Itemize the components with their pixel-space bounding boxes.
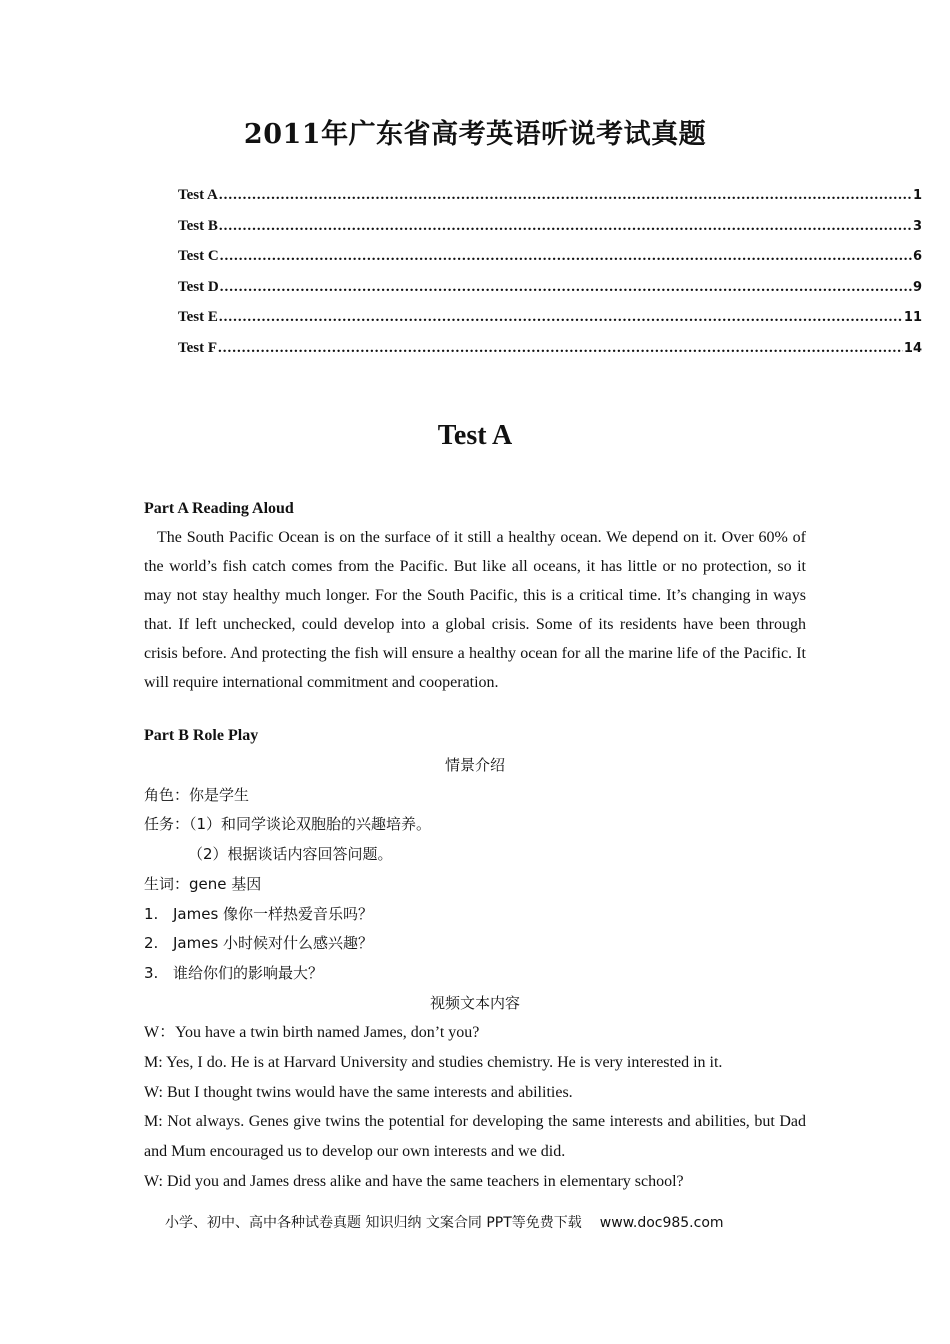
toc-entry-test-c[interactable] <box>178 248 922 279</box>
question-number: 2. <box>144 934 159 953</box>
spacer <box>144 697 806 725</box>
toc-leader <box>220 248 912 265</box>
toc-label: Test E <box>178 309 218 326</box>
footer-url[interactable]: www.doc985.com <box>599 1215 724 1231</box>
question-number: 1. <box>144 904 159 923</box>
question-text: 谁给你们的影响最大？ <box>173 963 324 982</box>
vocab-line: 生词：gene 基因 <box>144 874 262 893</box>
scene-intro-title: 情景介绍 <box>444 756 505 774</box>
toc-leader <box>219 309 903 326</box>
question-text: James 小时候对什么感兴趣？ <box>173 934 374 953</box>
toc-leader <box>219 218 912 235</box>
document-title: 2011年广东省高考英语听说考试真题 <box>243 119 707 150</box>
dialogue-line: W: But I thought twins would have the same interests and abilities. <box>144 1083 573 1101</box>
toc-page: 1 <box>912 188 922 203</box>
toc-entry-test-a[interactable] <box>178 187 922 218</box>
section-title: Test A <box>437 420 513 451</box>
dialogue-line: W：You have a twin birth named James, don’t you? <box>144 1024 480 1042</box>
toc-leader <box>220 279 912 296</box>
toc-page: 3 <box>912 218 922 234</box>
question-number: 3. <box>144 963 159 982</box>
toc-label: Test C <box>178 248 219 265</box>
page-footer <box>165 1212 805 1232</box>
toc-page: 9 <box>912 279 922 295</box>
part-b-heading: Part B Role Play <box>144 727 259 744</box>
footer-text: 小学、初中、高中各种试卷真题 知识归纳 文案合同 PPT等免费下载 <box>165 1215 582 1231</box>
question-item <box>144 929 806 959</box>
toc-leader <box>218 340 903 357</box>
video-text-title: 视频文本内容 <box>429 993 520 1012</box>
question-item <box>144 900 806 930</box>
reading-passage-text: The South Pacific Ocean is on the surface of it still a healthy ocean. We depend on it. Over 60% of the world’s fish catch comes from the Pacific. But like all oceans, it has little or no protection, so it may not stay healthy much longer. For the South Pacific, this is a critical time. It’s changing in ways that. If left unchecked, could develop into a global crisis. Some of its residents have been through crisis before. And protecting the fish will ensure a healthy ocean for all the marine life of the Pacific. It will require international commitment and cooperation. <box>144 529 806 691</box>
reading-passage <box>144 523 806 697</box>
role-line: 角色：你是学生 <box>144 785 250 804</box>
main-content <box>144 498 806 1197</box>
table-of-contents <box>178 187 922 371</box>
toc-label: Test A <box>178 187 218 203</box>
toc-leader <box>219 187 912 204</box>
toc-entry-test-b[interactable] <box>178 218 922 249</box>
part-a-heading: Part A Reading Aloud <box>144 500 294 517</box>
toc-entry-test-d[interactable] <box>178 279 922 310</box>
toc-entry-test-e[interactable] <box>178 309 922 340</box>
toc-page: 14 <box>903 340 922 356</box>
toc-label: Test B <box>178 217 218 234</box>
dialogue-line: M: Yes, I do. He is at Harvard University and studies chemistry. He is very interested in it. <box>144 1054 723 1072</box>
task-line-2: （2）根据谈话内容回答问题。 <box>188 845 393 864</box>
toc-entry-test-f[interactable] <box>178 340 922 371</box>
toc-page: 6 <box>912 249 922 265</box>
question-text: James 像你一样热爱音乐吗？ <box>173 904 374 923</box>
dialogue-line-wrapped: M: Not always. Genes give twins the potential for developing the same interests and abilities, but Dad and Mum encouraged us to develop our own interests and we did. <box>144 1113 806 1161</box>
toc-page: 11 <box>903 310 922 326</box>
dialogue-line: W: Did you and James dress alike and have the same teachers in elementary school? <box>144 1172 684 1190</box>
task-line-1: 任务：（1）和同学谈论双胞胎的兴趣培养。 <box>144 815 432 834</box>
question-item <box>144 959 806 989</box>
toc-label: Test F <box>178 339 218 356</box>
toc-label: Test D <box>178 278 219 295</box>
